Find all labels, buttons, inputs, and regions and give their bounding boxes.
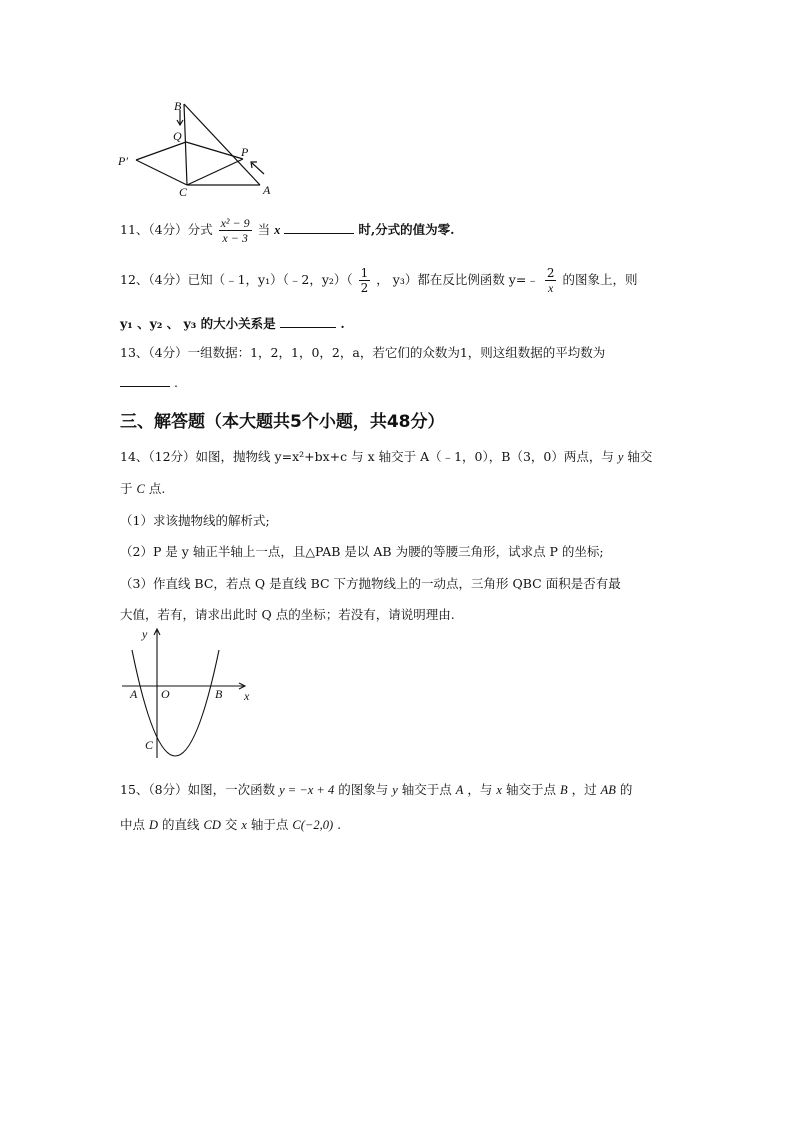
label-p: P — [241, 145, 249, 159]
label-o: O — [161, 687, 170, 701]
question-14-part2: （2）P 是 y 轴正半轴上一点，且△PAB 是以 AB 为腰的等腰三角形，试求点 P 的坐标; — [120, 544, 604, 559]
label-p-prime: P′ — [118, 154, 128, 168]
question-13: 13、（4分）一组数据：1，2，1，0，2，a，若它们的众数为1，则这组数据的平均数为 — [120, 345, 606, 360]
answer-blank-11[interactable] — [284, 221, 354, 234]
fraction-12-half: $\frac{1}{2}$ — [360, 266, 369, 295]
label-b: B — [174, 99, 182, 113]
arrow-p-shaft — [252, 163, 264, 174]
question-15: 15、（8分）如图，一次函数 y = −x + 4 的图象与 y 轴交于点 A ，与 x 轴交于点 B ，过 AB 的 — [120, 782, 633, 797]
segment-pprime-q — [136, 142, 186, 160]
question-14: 14、（12分）如图，抛物线 y=x²+bx+c 与 x 轴交于 A（﹣1，0），B（3，0）两点，与 y 轴交 — [120, 449, 653, 464]
label-q: Q — [173, 129, 182, 143]
geometry-figure — [112, 96, 282, 200]
answer-blank-12[interactable] — [280, 315, 336, 328]
segment-bc — [184, 104, 187, 185]
fraction-12-func: $\frac{2}{x}$ — [546, 266, 555, 295]
question-12-line2: y₁ 、y₂ 、 y₃ 的大小关系是 . — [120, 316, 345, 331]
label-y: y — [142, 627, 148, 641]
fraction-11: $\frac{\text{x² − 9}}{x - 3}$ — [220, 216, 250, 245]
label-b: B — [215, 687, 223, 701]
question-14-part3-line2: 大值，若有，请求出此时 Q 点的坐标；若没有，请说明理由. — [120, 607, 455, 622]
question-11: 11、（4分）分式 $\frac{\text{x² − 9}}{x - 3}$ 当 x 时,分式的值为零. — [120, 216, 455, 245]
label-x: x — [244, 689, 250, 703]
question-13-line2: . — [120, 374, 178, 390]
section-3-heading: 三、解答题（本大题共5个小题，共48分） — [120, 412, 445, 432]
question-15-line2: 中点 D 的直线 CD 交 x 轴于点 C(−2,0) . — [120, 817, 342, 832]
parabola-figure — [118, 624, 258, 764]
segment-pprime-c — [136, 160, 187, 185]
question-14-line2: 于 C 点. — [120, 481, 166, 496]
label-c: C — [179, 185, 188, 199]
label-a: A — [130, 687, 138, 701]
answer-blank-13[interactable] — [120, 374, 170, 387]
segment-c-p — [187, 159, 243, 185]
question-12: 12、（4分）已知（﹣1，y₁）（﹣2，y₂）（ $\frac{1}{2}$ ， y₃）都在反比例函数 y=﹣ $\frac{2}{x}$ 的图象上，则 — [120, 266, 638, 295]
label-c: C — [145, 738, 154, 752]
question-14-part1: （1）求该抛物线的解析式; — [120, 513, 270, 528]
question-14-part3: （3）作直线 BC，若点 Q 是直线 BC 下方抛物线上的一动点，三角形 QBC 面积是否有最 — [120, 576, 621, 591]
label-a: A — [263, 183, 271, 197]
segment-q-p — [186, 142, 243, 159]
